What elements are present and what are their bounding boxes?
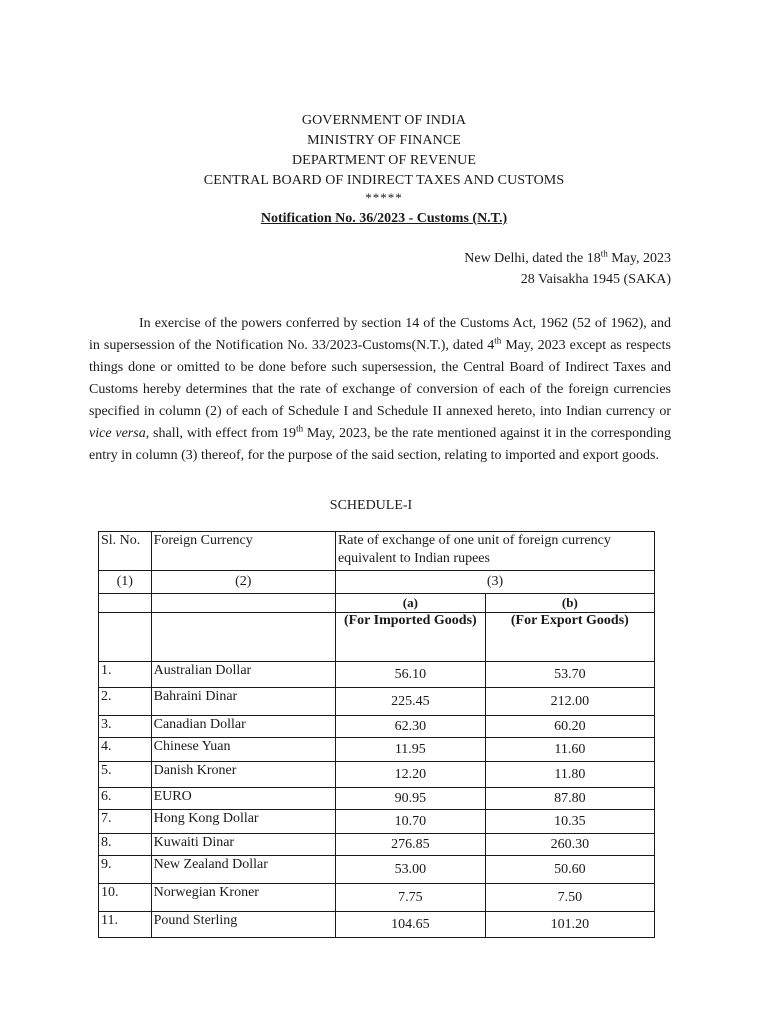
table-row	[99, 856, 655, 884]
imported-goods-header: (For Imported Goods)	[335, 613, 485, 662]
currency-name: Danish Kroner	[151, 762, 335, 788]
date-line: New Delhi, dated the 18th May, 2023	[464, 248, 671, 266]
department-title: DEPARTMENT OF REVENUE	[291, 153, 477, 168]
table-row	[99, 834, 655, 856]
sl-number: 9.	[99, 856, 152, 884]
currency-name: Australian Dollar	[151, 662, 335, 688]
header-rate: Rate of exchange of one unit of foreign currency equivalent to Indian rupees	[335, 532, 654, 571]
export-rate: 50.60	[485, 856, 654, 884]
export-rate: 101.20	[485, 912, 654, 938]
imported-rate: 10.70	[335, 810, 485, 834]
imported-rate: 53.00	[335, 856, 485, 884]
export-rate: 10.35	[485, 810, 654, 834]
sl-number: 2.	[99, 688, 152, 716]
separator-stars: *****	[365, 190, 403, 205]
export-rate: 11.60	[485, 738, 654, 762]
imported-rate: 11.95	[335, 738, 485, 762]
notification-number: Notification No. 36/2023 - Customs (N.T.)	[260, 211, 508, 226]
date-block	[464, 248, 671, 290]
export-rate: 212.00	[485, 688, 654, 716]
goods-type-row	[99, 613, 655, 662]
sl-number: 5.	[99, 762, 152, 788]
imported-rate: 62.30	[335, 716, 485, 738]
sl-number: 1.	[99, 662, 152, 688]
header-sl-no: Sl. No.	[99, 532, 152, 571]
currency-name: Kuwaiti Dinar	[151, 834, 335, 856]
currency-name: Norwegian Kroner	[151, 884, 335, 912]
table-row	[99, 810, 655, 834]
subcolumn-row	[99, 594, 655, 613]
currency-name: Chinese Yuan	[151, 738, 335, 762]
sl-number: 4.	[99, 738, 152, 762]
table-row	[99, 762, 655, 788]
imported-rate: 104.65	[335, 912, 485, 938]
export-rate: 260.30	[485, 834, 654, 856]
sl-number: 7.	[99, 810, 152, 834]
sl-number: 11.	[99, 912, 152, 938]
table-row	[99, 716, 655, 738]
exchange-rate-table	[98, 531, 655, 938]
imported-rate: 276.85	[335, 834, 485, 856]
export-rate: 7.50	[485, 884, 654, 912]
column-number-row	[99, 571, 655, 594]
sl-number: 6.	[99, 788, 152, 810]
table-row	[99, 688, 655, 716]
govt-title: GOVERNMENT OF INDIA	[301, 113, 467, 128]
currency-name: Canadian Dollar	[151, 716, 335, 738]
col-num-3: (3)	[335, 571, 654, 594]
imported-rate: 56.10	[335, 662, 485, 688]
table-row	[99, 788, 655, 810]
saka-date: 28 Vaisakha 1945 (SAKA)	[520, 272, 671, 287]
imported-rate: 90.95	[335, 788, 485, 810]
export-rate: 60.20	[485, 716, 654, 738]
board-title: CENTRAL BOARD OF INDIRECT TAXES AND CUSTOMS	[203, 173, 565, 188]
table-row	[99, 738, 655, 762]
currency-name: New Zealand Dollar	[151, 856, 335, 884]
table-header-row	[99, 532, 655, 571]
imported-rate: 225.45	[335, 688, 485, 716]
sl-number: 3.	[99, 716, 152, 738]
currency-name: Pound Sterling	[151, 912, 335, 938]
sl-number: 10.	[99, 884, 152, 912]
table-row	[99, 884, 655, 912]
export-rate: 53.70	[485, 662, 654, 688]
export-goods-header: (For Export Goods)	[485, 613, 654, 662]
document-header	[0, 111, 768, 229]
sl-number: 8.	[99, 834, 152, 856]
table-row	[99, 662, 655, 688]
currency-name: EURO	[151, 788, 335, 810]
imported-rate: 7.75	[335, 884, 485, 912]
currency-name: Bahraini Dinar	[151, 688, 335, 716]
col-num-2: (2)	[151, 571, 335, 594]
notification-body: In exercise of the powers conferred by section 14 of the Customs Act, 1962 (52 of 1962), and in supersession of the Notification No. 33/2023-Customs(N.T.), dated 4th May, 2023 except as respects things done or omitted to be done before such supersession, the Central Board of Indirect Taxes and Customs hereby determines that the rate of exchange of conversion of each of the foreign currencies specified in column (2) of each of Schedule I and Schedule II annexed hereto, into Indian currency or vice versa, shall, with effect from 19th May, 2023, be the rate mentioned against it in the corresponding entry in column (3) thereof, for the purpose of the said section, relating to imported and export goods.	[89, 316, 671, 463]
subcol-a: (a)	[335, 594, 485, 613]
table-row	[99, 912, 655, 938]
export-rate: 11.80	[485, 762, 654, 788]
ministry-title: MINISTRY OF FINANCE	[307, 133, 461, 148]
subcol-b: (b)	[485, 594, 654, 613]
header-foreign-currency: Foreign Currency	[151, 532, 335, 571]
col-num-1: (1)	[99, 571, 152, 594]
imported-rate: 12.20	[335, 762, 485, 788]
export-rate: 87.80	[485, 788, 654, 810]
schedule-title: SCHEDULE-I	[329, 498, 413, 513]
currency-name: Hong Kong Dollar	[151, 810, 335, 834]
